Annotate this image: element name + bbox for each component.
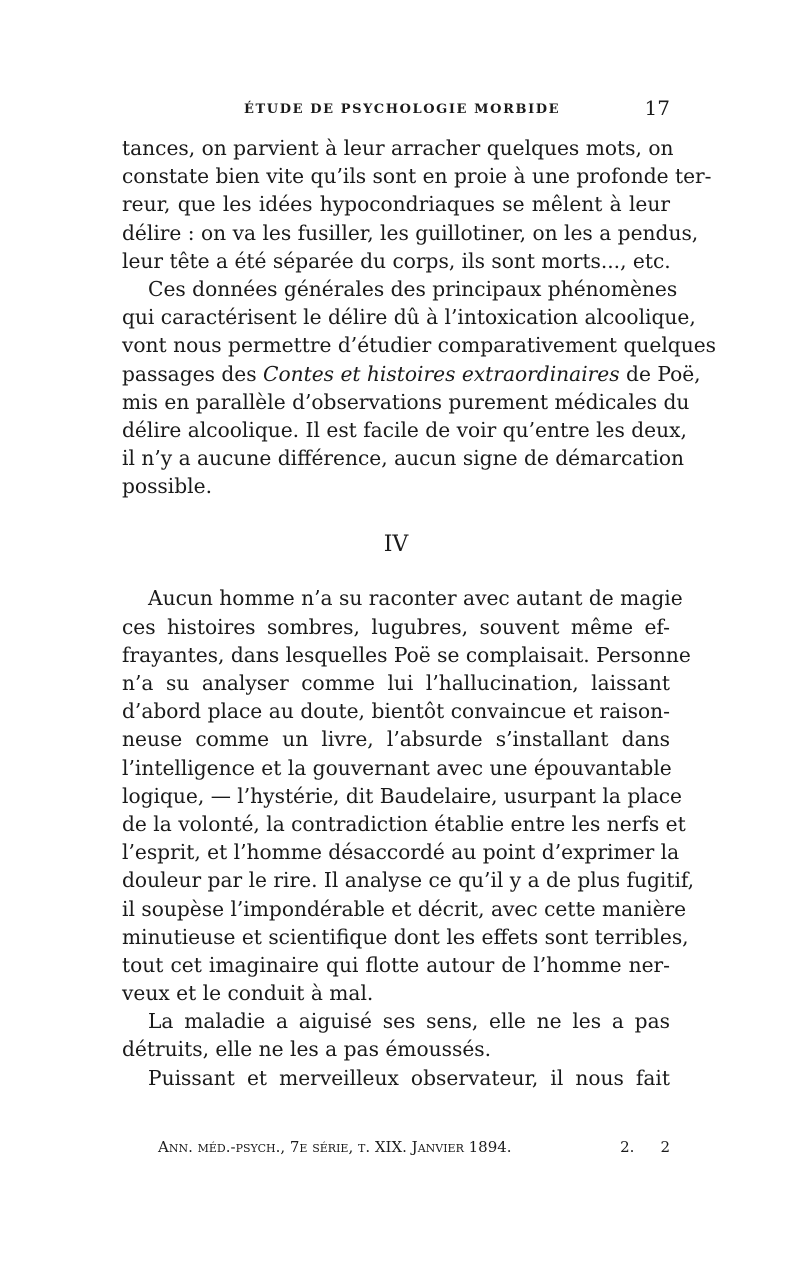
text-line: minutieuse et scientifique dont les effets sont terribles,	[122, 924, 689, 949]
body-text	[122, 134, 717, 1092]
text-line: qui caractérisent le délire dû à l’intoxication alcoolique,	[122, 305, 696, 330]
text-line: douleur par le rire. Il analyse ce qu’il y a de plus fugitif,	[122, 868, 695, 893]
text-line: frayantes, dans lesquelles Poë se complaisait. Personne	[122, 642, 691, 667]
page-footer	[158, 1138, 670, 1156]
text-line: l’intelligence et la gouvernant avec une épouvantable	[122, 755, 672, 780]
text-line: veux et le conduit à mal.	[122, 981, 374, 1006]
text-line: logique, — l’hystérie, dit Baudelaire, usurpant la place	[122, 783, 682, 808]
text-line: Puissant et merveilleux observateur, il nous fait	[148, 1065, 670, 1090]
page-header	[122, 96, 670, 126]
text-segment: de Poë,	[619, 361, 701, 386]
printer-signature	[594, 1138, 670, 1156]
text-line: n’a su analyser comme lui l’hallucination, laissant	[122, 671, 670, 695]
text-line: mis en parallèle d’observations purement médicales du	[122, 389, 690, 414]
text-line: tout cet imaginaire qui flotte autour de l’homme ner-	[122, 952, 670, 977]
running-title: ÉTUDE DE PSYCHOLOGIE MORBIDE	[244, 102, 561, 117]
text-line: Aucun homme n’a su raconter avec autant de magie	[148, 586, 683, 611]
text-line: délire alcoolique. Il est facile de voir qu’entre les deux,	[122, 417, 687, 442]
italic-book-title: Contes et histoires extraordinaires	[263, 361, 620, 386]
text-line: possible.	[122, 474, 212, 499]
text-line: tances, on parvient à leur arracher quelques mots, on	[122, 136, 674, 160]
text-line: il n’y a aucune différence, aucun signe de démarcation	[122, 446, 685, 471]
text-line: constate bien vite qu’ils sont en proie à une profonde ter-	[122, 164, 712, 189]
signature-mark: 2	[660, 1138, 670, 1156]
page-number: 17	[644, 96, 670, 120]
text-line: reur, que les idées hypocondriaques se mêlent à leur	[122, 192, 670, 217]
text-line: d’abord place au doute, bientôt convaincue et raison-	[122, 699, 670, 724]
text-line: l’esprit, et l’homme désaccordé au point d’exprimer la	[122, 840, 680, 865]
text-segment: passages des	[122, 361, 264, 386]
journal-signature: Ann. méd.-psych., 7e série, t. XIX. Janvier 1894.	[158, 1138, 512, 1156]
text-line: ces histoires sombres, lugubres, souvent même ef-	[122, 614, 670, 639]
text-line: La maladie a aiguisé ses sens, elle ne les a pas	[148, 1009, 670, 1034]
text-line: il soupèse l’impondérable et décrit, avec cette manière	[122, 896, 687, 921]
section-heading: IV	[383, 532, 409, 558]
text-line: vont nous permettre d’étudier comparativement quelques	[122, 333, 717, 358]
text-line: Ces données générales des principaux phénomènes	[148, 276, 678, 301]
text-line: détruits, elle ne les a pas émoussés.	[122, 1037, 492, 1062]
text-line: leur tête a été séparée du corps, ils sont morts..., etc.	[122, 248, 671, 273]
text-line-with-italic-title	[122, 360, 701, 388]
text-line: de la volonté, la contradiction établie entre les nerfs et	[122, 811, 686, 836]
text-line: délire : on va les fusiller, les guillotiner, on les a pendus,	[122, 220, 699, 245]
text-line: neuse comme un livre, l’absurde s’installant dans	[122, 727, 670, 752]
signature-mark: 2.	[620, 1138, 635, 1156]
